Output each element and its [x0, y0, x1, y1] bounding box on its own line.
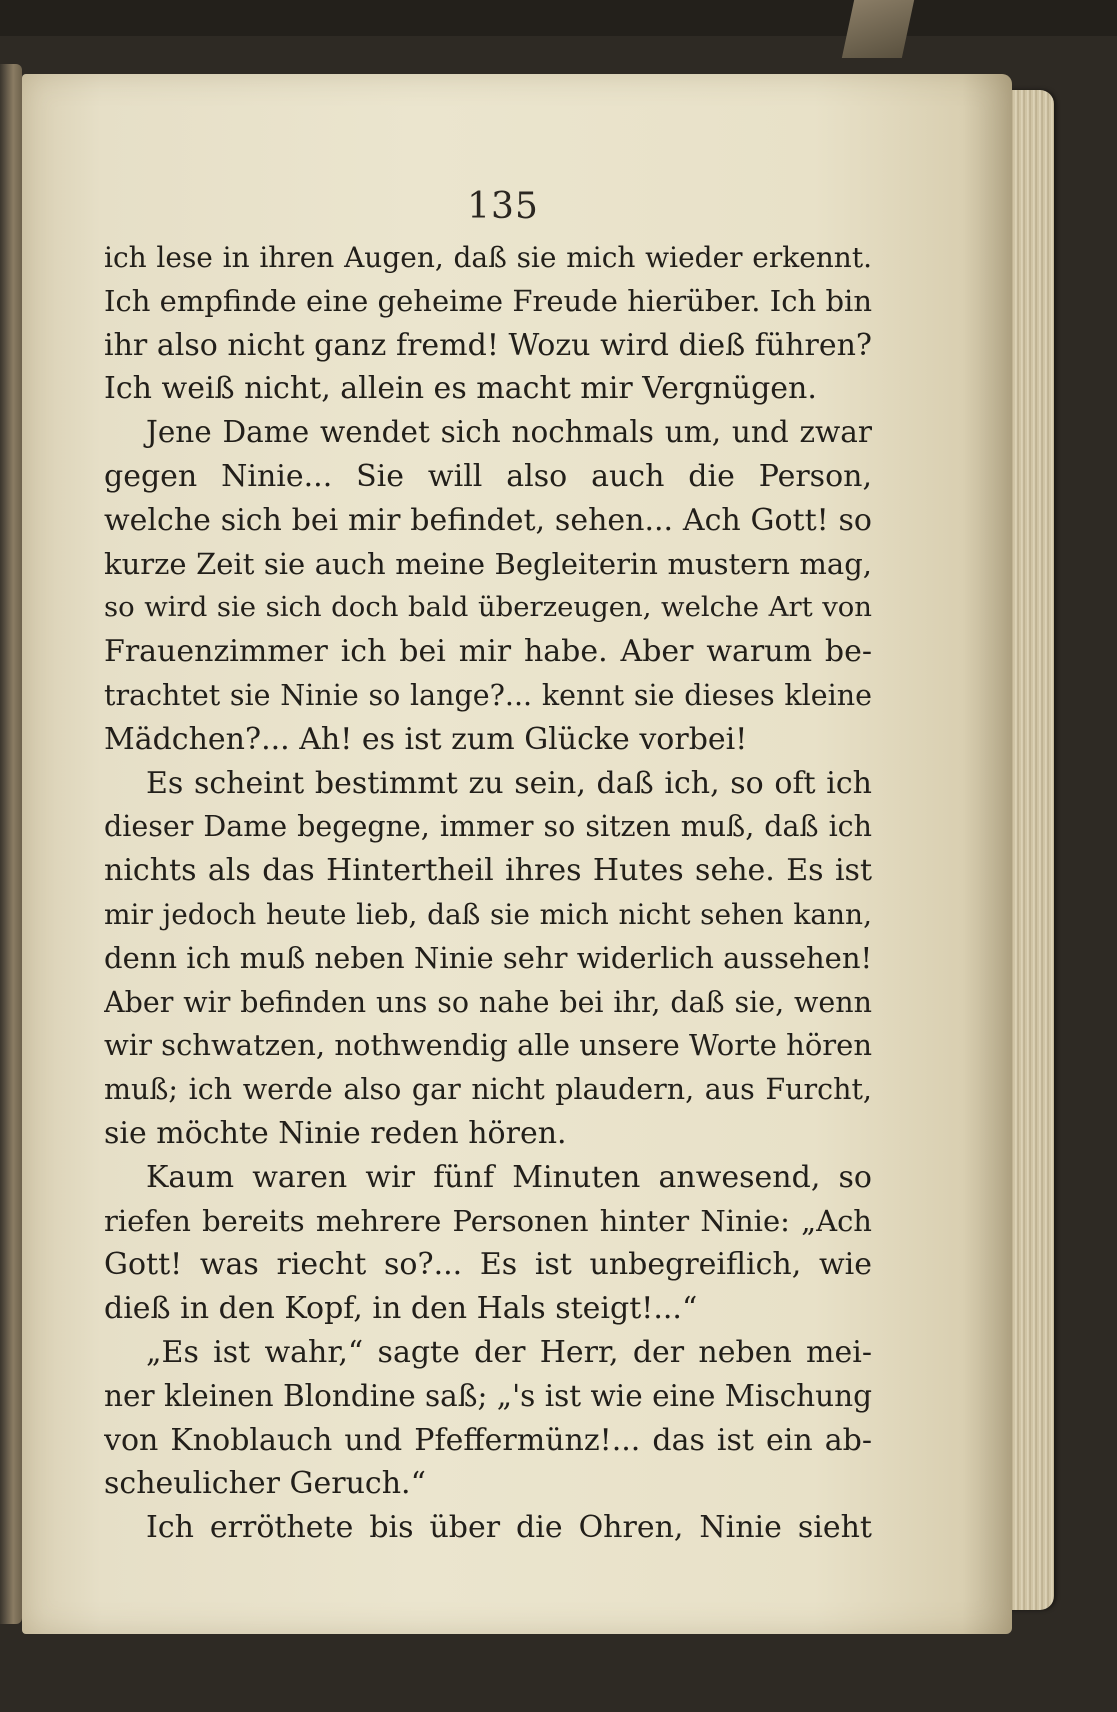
text-line: sie möchte Ninie reden hören. — [104, 1115, 567, 1151]
text-line: „Es ist wahr,“ sagte der Herr, der neben mei- — [146, 1334, 872, 1370]
text-line: welche sich bei mir befindet, sehen... Ach Gott! so — [104, 502, 872, 538]
text-line: Kaum waren wir fünf Minuten anwesend, so — [146, 1159, 872, 1195]
page-number: 135 — [467, 186, 539, 227]
page-text — [104, 236, 872, 1550]
text-line: so wird sie sich doch bald überzeugen, welche Art von — [104, 591, 872, 624]
text-line: Frauenzimmer ich bei mir habe. Aber warum be- — [104, 634, 872, 670]
text-line: dieß in den Kopf, in den Hals steigt!...“ — [104, 1291, 698, 1327]
text-line: gegen Ninie... Sie will also auch die Person, — [104, 458, 872, 494]
text-line: ner kleinen Blondine saß; „'s ist wie eine Mischung — [104, 1378, 872, 1413]
text-line: Ich empfinde eine geheime Freude hierüber. Ich bin — [104, 283, 872, 318]
text-line: kurze Zeit sie auch meine Begleiterin mustern mag, — [104, 546, 872, 581]
text-line: Ich weiß nicht, allein es macht mir Vergnügen. — [104, 371, 817, 407]
text-line: ihr also nicht ganz fremd! Wozu wird dieß führen? — [104, 327, 872, 363]
text-line: wir schwatzen, nothwendig alle unsere Worte hören — [104, 1028, 872, 1063]
page-stack-edge — [1008, 90, 1054, 1610]
text-line: scheulicher Geruch.“ — [104, 1466, 426, 1502]
text-line: Jene Dame wendet sich nochmals um, und zwar — [146, 415, 872, 450]
bookmark-tab — [842, 0, 914, 58]
book-page — [22, 74, 1012, 1634]
text-line: Es scheint bestimmt zu sein, daß ich, so oft ich — [146, 765, 872, 801]
text-line: trachtet sie Ninie so lange?... kennt sie dieses kleine — [104, 678, 872, 712]
text-line: Ich erröthete bis über die Ohren, Ninie sieht — [146, 1510, 872, 1546]
previous-page-edge — [0, 64, 22, 1624]
text-line: dieser Dame begegne, immer so sitzen muß, daß ich — [104, 810, 872, 844]
text-line: von Knoblauch und Pfeffermünz!... das ist ein ab- — [104, 1422, 872, 1458]
text-line: denn ich muß neben Ninie sehr widerlich aussehen! — [104, 940, 872, 975]
text-line: riefen bereits mehrere Personen hinter Ninie: „Ach — [104, 1203, 872, 1238]
text-line: Mädchen?... Ah! es ist zum Glücke vorbei! — [104, 721, 748, 757]
text-line: nichts als das Hintertheil ihres Hutes sehe. Es ist — [104, 853, 872, 889]
text-line: mir jedoch heute lieb, daß sie mich nicht sehen kann, — [104, 897, 872, 931]
text-line: muß; ich werde also gar nicht plaudern, aus Furcht, — [104, 1073, 872, 1107]
text-line: Aber wir befinden uns so nahe bei ihr, daß sie, wenn — [104, 985, 872, 1019]
text-line: ich lese in ihren Augen, daß sie mich wieder erkennt. — [104, 241, 872, 274]
text-line: Gott! was riecht so?... Es ist unbegreiflich, wie — [104, 1247, 872, 1283]
